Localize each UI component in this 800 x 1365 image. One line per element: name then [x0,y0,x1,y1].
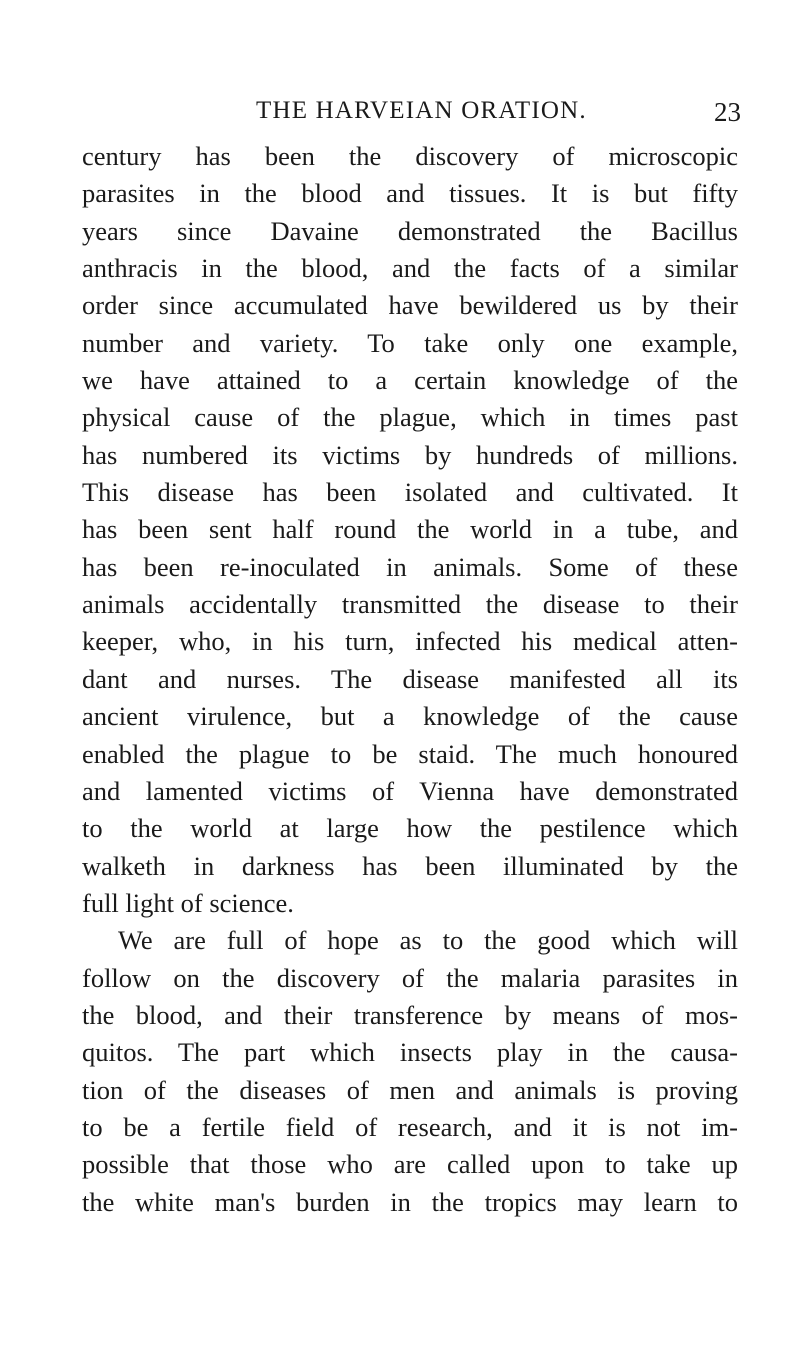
body-text [82,138,738,1221]
text-line: to be a fertile field of research, and it is not im- [82,1111,738,1142]
text-line: We are full of hope as to the good which will [118,925,738,956]
paragraph-1 [82,138,738,922]
text-line: the blood, and their transference by means of mos- [82,999,738,1030]
text-line: ancient virulence, but a knowledge of the cause [82,701,738,732]
text-line: has been sent half round the world in a tube, and [82,514,738,545]
text-line: and lamented victims of Vienna have demonstrated [82,775,738,806]
text-line: keeper, who, in his turn, infected his medical atten- [82,626,738,657]
text-line: enabled the plague to be staid. The much honoured [82,738,738,769]
text-line: to the world at large how the pestilence which [82,813,738,844]
text-line: possible that those who are called upon to take up [82,1149,738,1180]
running-title: THE HARVEIAN ORATION. [256,97,587,124]
text-line: animals accidentally transmitted the disease to their [82,589,738,620]
text-line: has numbered its victims by hundreds of millions. [82,439,738,470]
text-line: the white man's burden in the tropics may learn to [82,1186,738,1217]
text-line: follow on the discovery of the malaria parasites in [82,962,738,993]
text-line: has been re-inoculated in animals. Some of these [82,551,738,582]
text-line: full light of science. [82,887,294,918]
text-line: we have attained to a certain knowledge of the [82,365,738,396]
text-line: tion of the diseases of men and animals is proving [82,1074,738,1105]
text-line: physical cause of the plague, which in times past [82,402,738,433]
text-line: walketh in darkness has been illuminated by the [82,850,738,881]
text-line: anthracis in the blood, and the facts of a similar [82,253,738,284]
text-line: parasites in the blood and tissues. It is but fifty [82,178,738,209]
text-line: number and variety. To take only one example, [82,327,738,358]
text-line: quitos. The part which insects play in the causa- [82,1037,738,1068]
text-line: years since Davaine demonstrated the Bacillus [82,215,738,246]
text-line: century has been the discovery of microscopic [82,141,738,171]
paragraph-2 [82,922,738,1221]
text-line: dant and nurses. The disease manifested all its [82,663,738,694]
page-number: 23 [714,97,741,127]
text-line: order since accumulated have bewildered us by their [82,290,738,321]
text-line: This disease has been isolated and cultivated. It [82,477,738,508]
running-header [256,97,741,127]
